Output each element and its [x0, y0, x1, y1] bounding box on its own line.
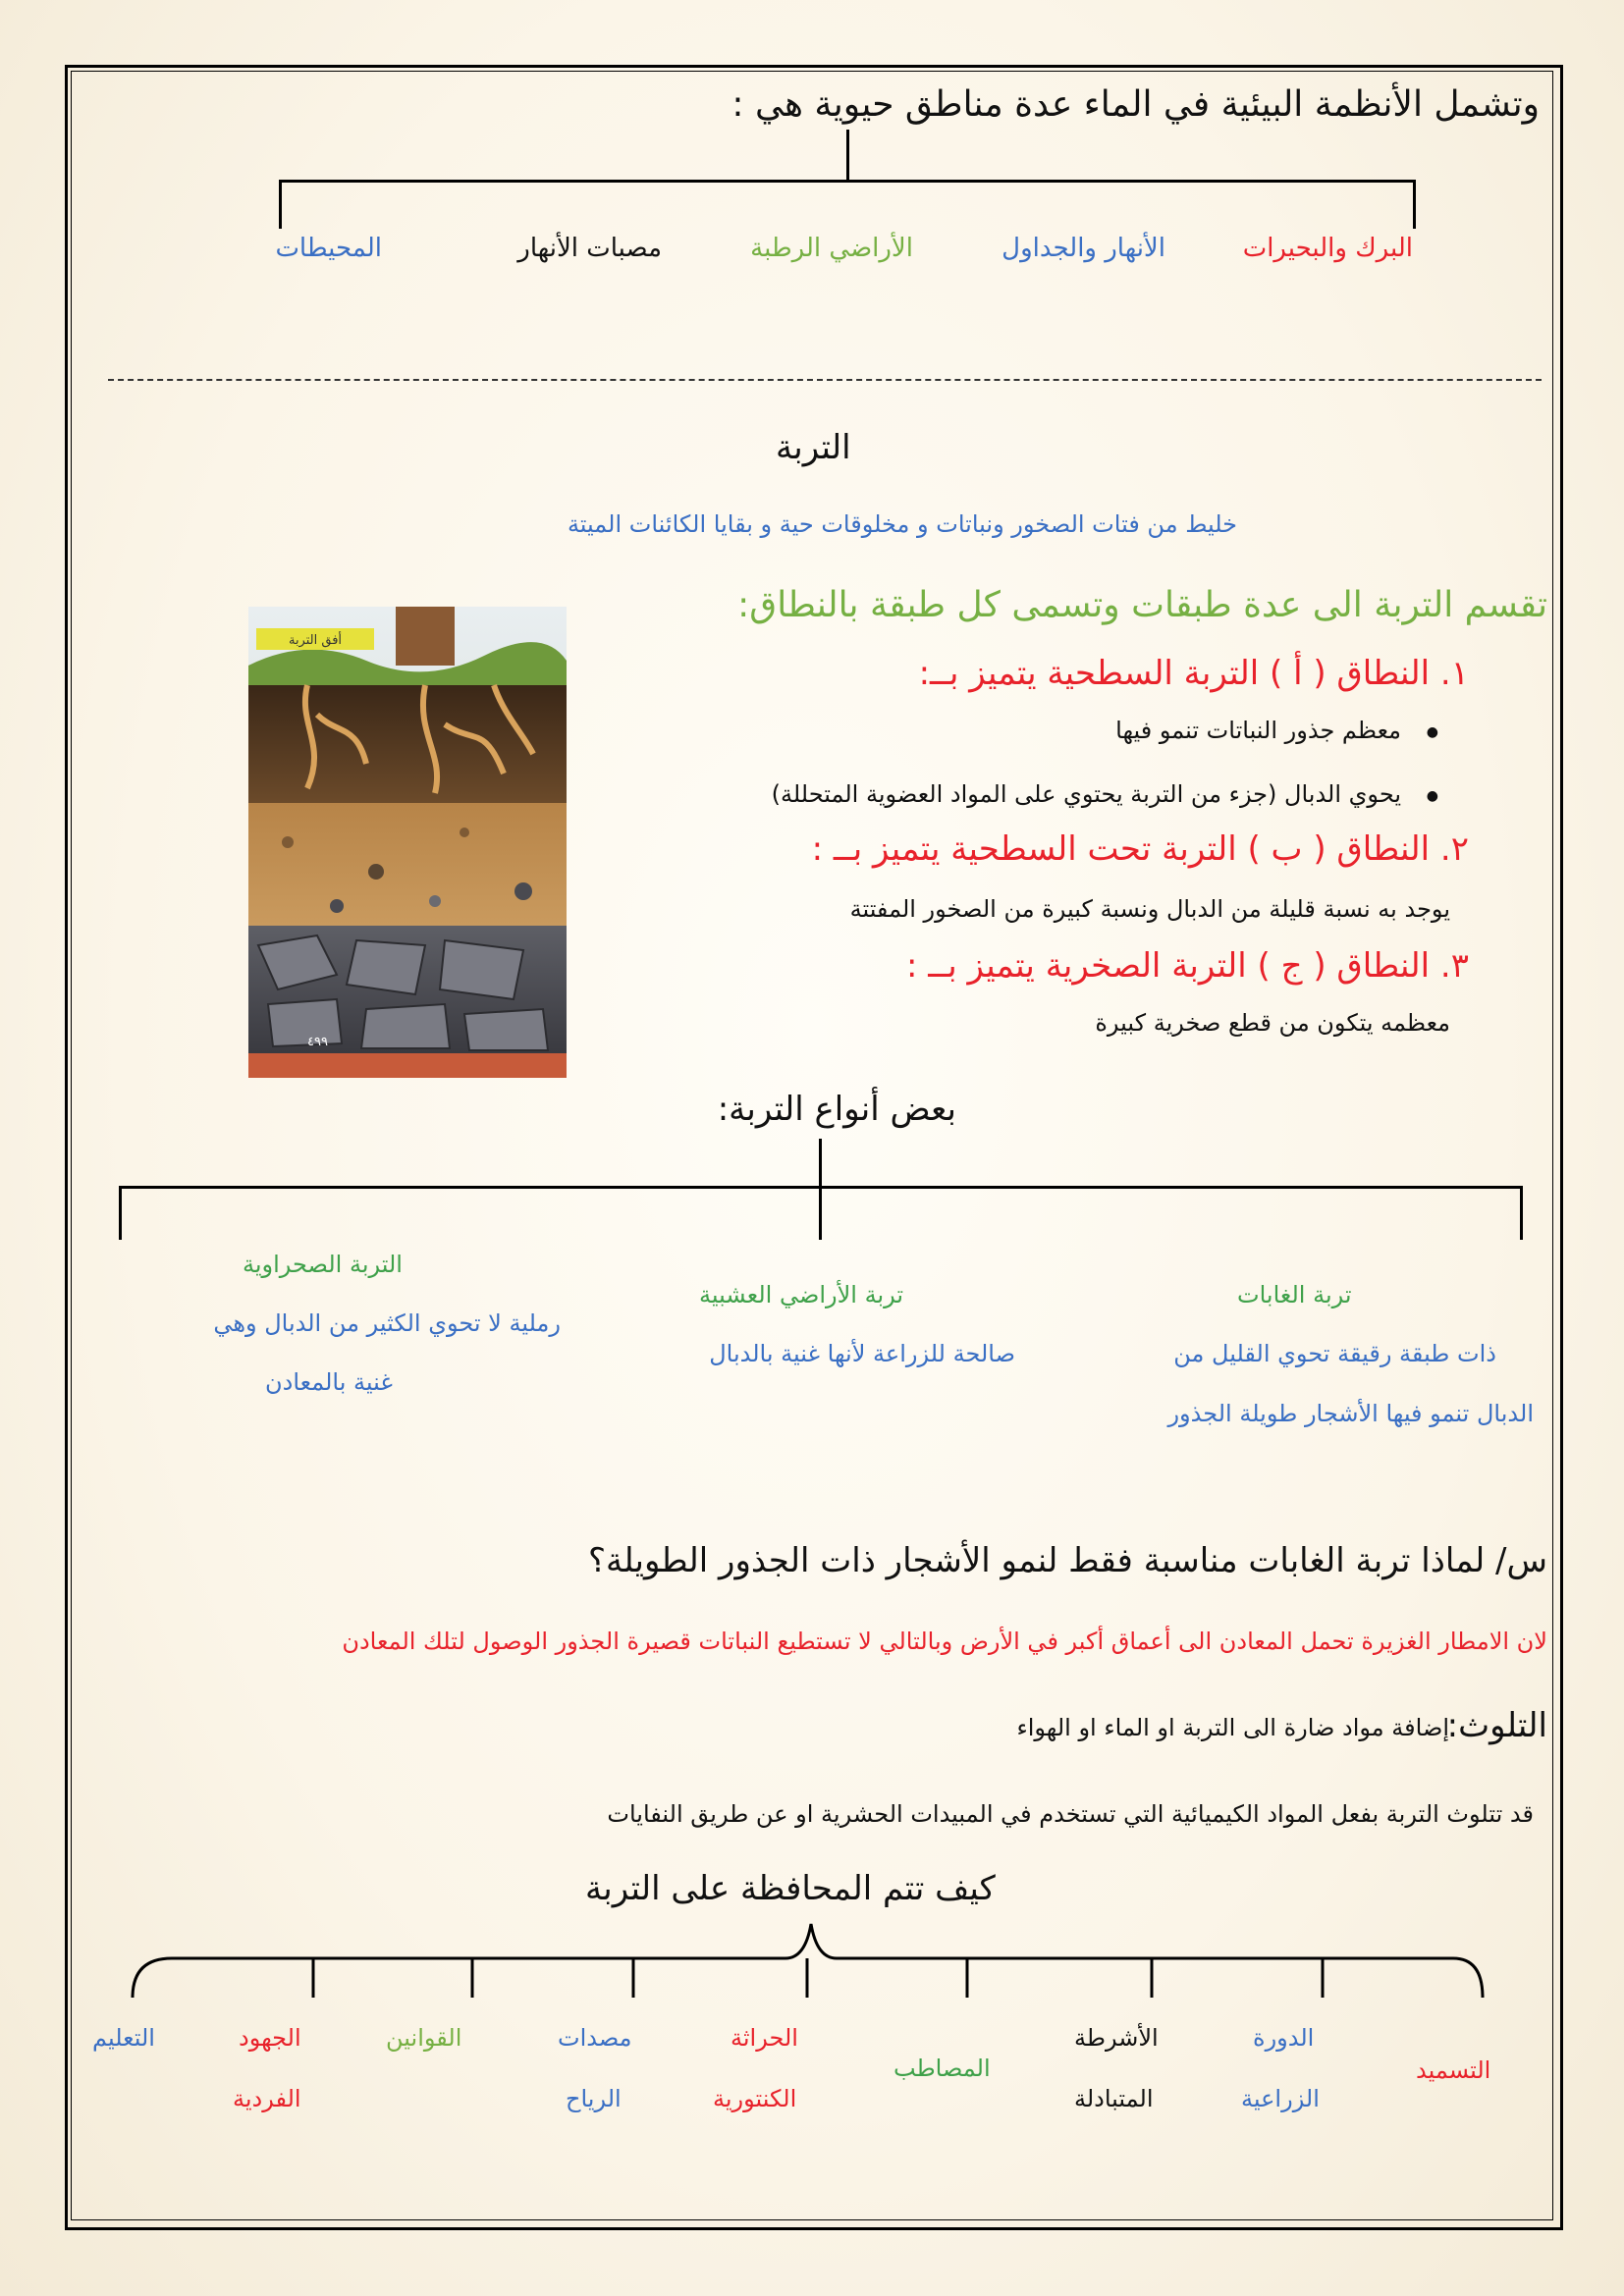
- tree-stem: [846, 130, 849, 181]
- zone-ponds-lakes: البرك والبحيرات: [1242, 234, 1413, 263]
- grassland-soil-name: تربة الأراضي العشبية: [699, 1281, 904, 1308]
- answer-text: لان الامطار الغزيرة تحمل المعادن الى أعماق أكبر في الأرض وبالتالي لا تستطيع النباتات قصيرة الجذور الوصول لتلك المعادن: [342, 1628, 1547, 1655]
- zone-c-text: معظمه يتكون من قطع صخرية كبيرة: [1095, 1009, 1450, 1037]
- method-strip-cropping-1: الأشرطة: [1074, 2024, 1159, 2052]
- forest-soil-name: تربة الغابات: [1237, 1281, 1352, 1308]
- zone-b-text: يوجد به نسبة قليلة من الدبال ونسبة كبيرة من الصخور المفتتة: [849, 895, 1450, 923]
- image-page-number: ٤٩٩: [307, 1035, 328, 1049]
- method-individual-efforts-1: الجهود: [239, 2024, 301, 2052]
- desert-soil-name: التربة الصحراوية: [243, 1251, 403, 1278]
- method-terraces: المصاطب: [893, 2055, 991, 2082]
- aquatic-intro: وتشمل الأنظمة البيئية في الماء عدة مناطق حيوية هي :: [731, 84, 1540, 125]
- conservation-title: كيف تتم المحافظة على التربة: [585, 1869, 996, 1908]
- types-leg-right: [1520, 1186, 1523, 1240]
- zone-a-title: ١. النطاق ( أ ) التربة السطحية يتميز بــ:: [918, 654, 1469, 693]
- method-crop-rotation-1: الدورة: [1253, 2024, 1315, 2052]
- zone-a-point-2: ● يحوي الدبال (جزء من التربة يحتوي على المواد العضوية المتحللة): [772, 780, 1401, 808]
- tree-leg-left: [279, 180, 282, 229]
- types-leg-mid: [819, 1186, 822, 1240]
- desert-soil-line2: غنية بالمعادن: [265, 1368, 393, 1396]
- method-laws: القوانين: [386, 2024, 462, 2052]
- zone-c-title: ٣. النطاق ( ج ) التربة الصخرية يتميز بــ :: [906, 946, 1469, 986]
- zone-rivers-streams: الأنهار والجداول: [1001, 234, 1165, 263]
- pollution-note: قد تتلوث التربة بفعل المواد الكيميائية التي تستخدم في المبيدات الحشرية او عن طريق النفايات: [607, 1800, 1534, 1828]
- method-contour-plowing-1: الحراثة: [731, 2024, 798, 2052]
- zone-oceans: المحيطات: [275, 234, 382, 263]
- zone-b-title: ٢. النطاق ( ب ) التربة تحت السطحية يتميز بــ :: [811, 829, 1469, 869]
- forest-soil-line1: ذات طبقة رقيقة تحوي القليل من: [1173, 1340, 1496, 1367]
- tree-bar: [279, 180, 1416, 183]
- soil-profile-image: [248, 607, 567, 1078]
- soil-definition: خليط من فتات الصخور ونباتات و مخلوقات حية و بقايا الكائنات الميتة: [567, 510, 1237, 538]
- zone-wetlands: الأراضي الرطبة: [750, 234, 913, 263]
- types-title: بعض أنواع التربة:: [717, 1090, 956, 1129]
- pollution-definition: إضافة مواد ضارة الى التربة او الماء او الهواء: [1016, 1714, 1449, 1741]
- question-text: س/ لماذا تربة الغابات مناسبة فقط لنمو الأشجار ذات الجذور الطويلة؟: [587, 1541, 1547, 1580]
- grassland-soil-line1: صالحة للزراعة لأنها غنية بالدبال: [709, 1340, 1015, 1367]
- pollution-label: التلوث:: [1446, 1706, 1547, 1745]
- zone-estuaries: مصبات الأنهار: [517, 234, 662, 263]
- method-crop-rotation-2: الزراعية: [1241, 2085, 1320, 2112]
- method-fertilizing: التسميد: [1416, 2056, 1491, 2084]
- types-stem: [819, 1139, 822, 1188]
- tree-leg-right: [1413, 180, 1416, 229]
- section-divider: [108, 379, 1542, 381]
- soil-title: التربة: [776, 428, 851, 467]
- layer-a: [248, 685, 567, 803]
- method-windbreaks-2: الرياح: [566, 2085, 622, 2112]
- desert-soil-line1: رملية لا تحوي الكثير من الدبال وهي: [213, 1309, 561, 1337]
- conservation-brace: [118, 1914, 1492, 2002]
- method-education: التعليم: [92, 2024, 155, 2052]
- method-contour-plowing-2: الكنتورية: [713, 2085, 797, 2112]
- image-base: [248, 1053, 567, 1078]
- method-windbreaks-1: مصدات: [558, 2024, 632, 2052]
- soil-layers-intro: تقسم التربة الى عدة طبقات وتسمى كل طبقة بالنطاق:: [737, 585, 1547, 625]
- types-leg-left: [119, 1186, 122, 1240]
- method-individual-efforts-2: الفردية: [233, 2085, 301, 2112]
- image-label: أفق التربة: [288, 633, 343, 648]
- zone-a-point-1: ● معظم جذور النباتات تنمو فيها: [1115, 717, 1401, 744]
- forest-soil-line2: الدبال تنمو فيها الأشجار طويلة الجذور: [1167, 1400, 1534, 1427]
- method-strip-cropping-2: المتبادلة: [1074, 2085, 1154, 2112]
- tree-trunk: [396, 607, 455, 666]
- layer-b: [248, 803, 567, 926]
